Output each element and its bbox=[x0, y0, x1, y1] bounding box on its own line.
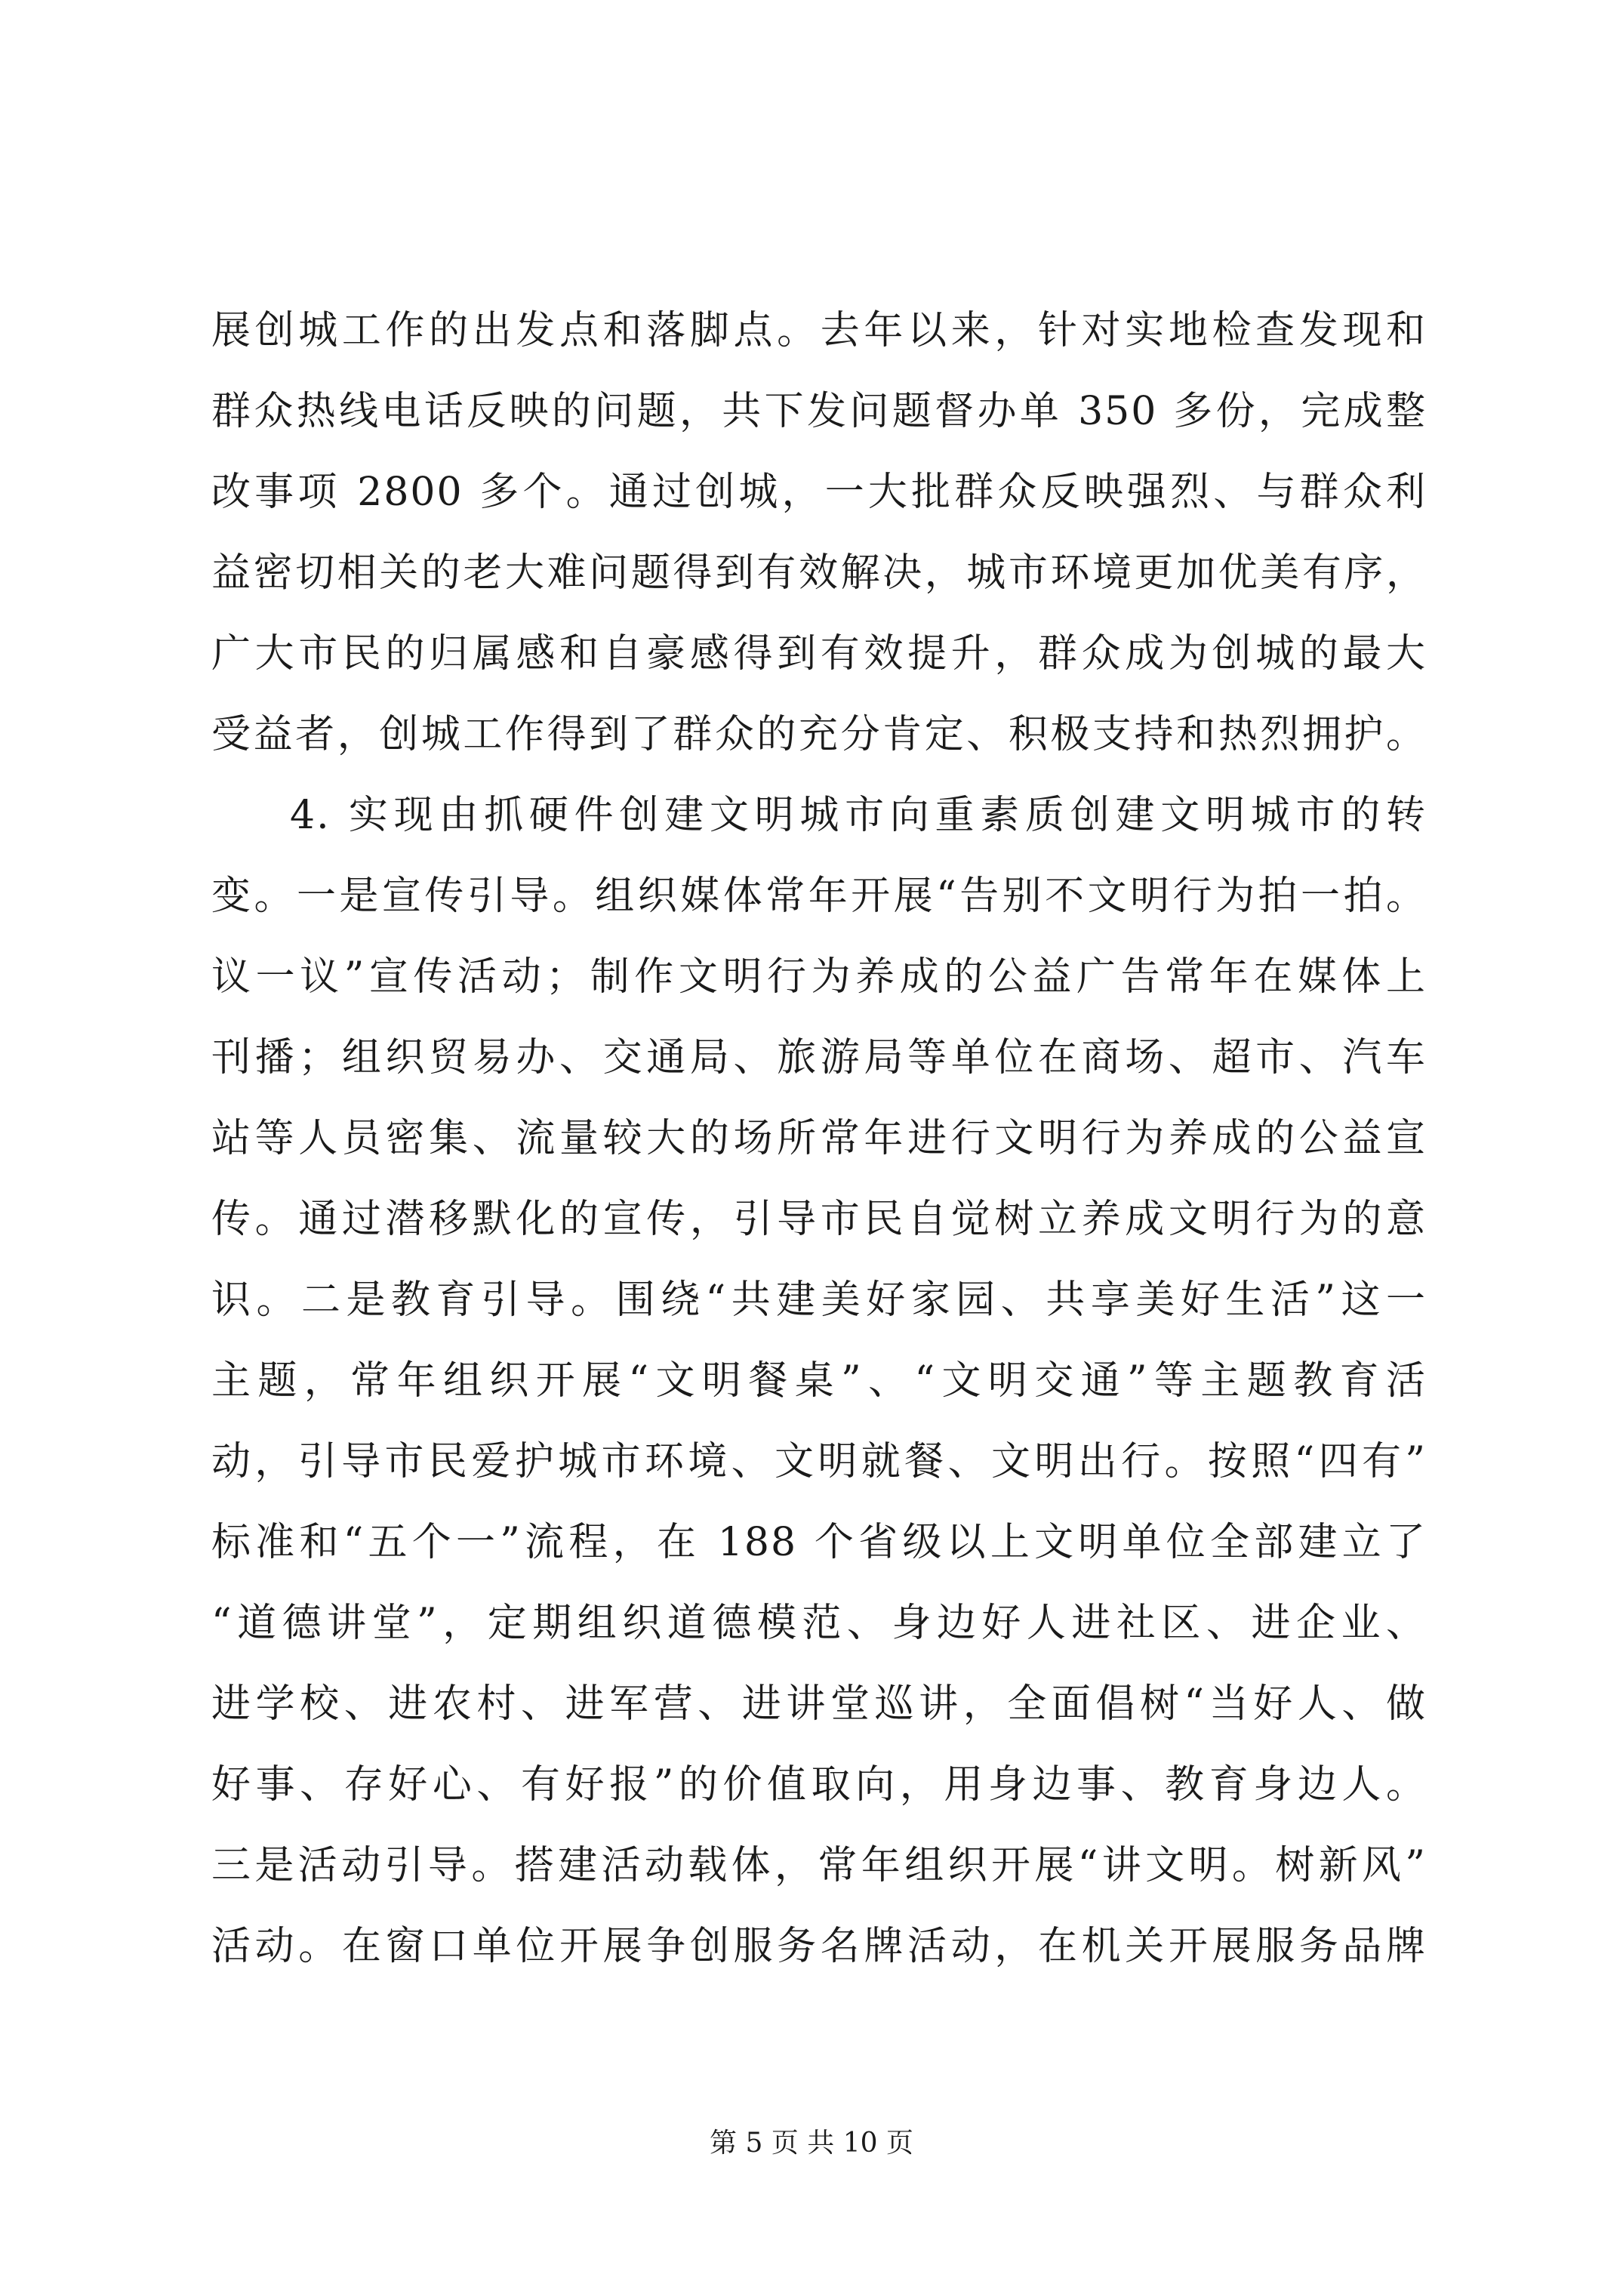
text-line: 展创城工作的出发点和落脚点。去年以来，针对实地检查发现和 bbox=[211, 308, 1427, 353]
text-line: 站等人员密集、流量较大的场所常年进行文明行为养成的公益宣 bbox=[211, 1116, 1427, 1161]
text-line: 变。一是宣传引导。组织媒体常年开展“告别不文明行为拍一拍。 bbox=[211, 874, 1427, 919]
page-footer: 第 5 页 共 10 页 bbox=[710, 2128, 913, 2159]
text-line: 改事项 2800 多个。通过创城，一大批群众反映强烈、与群众利 bbox=[211, 470, 1427, 515]
text-line: 受益者，创城工作得到了群众的充分肯定、积极支持和热烈拥护。 bbox=[211, 712, 1427, 757]
text-line: 广大市民的归属感和自豪感得到有效提升，群众成为创城的最大 bbox=[211, 631, 1427, 676]
text-line: 三是活动引导。搭建活动载体，常年组织开展“讲文明。树新风” bbox=[211, 1843, 1427, 1888]
text-line: 动，引导市民爱护城市环境、文明就餐、文明出行。按照“四有” bbox=[211, 1439, 1427, 1484]
text-line: 益密切相关的老大难问题得到有效解决，城市环境更加优美有序， bbox=[211, 550, 1427, 596]
text-line: 主题，常年组织开展“文明餐桌”、“文明交通”等主题教育活 bbox=[211, 1358, 1427, 1404]
text-line: 标准和“五个一”流程，在 188 个省级以上文明单位全部建立了 bbox=[211, 1520, 1427, 1565]
text-line: 活动。在窗口单位开展争创服务名牌活动，在机关开展服务品牌 bbox=[211, 1924, 1427, 1969]
body-text bbox=[211, 291, 1427, 1987]
text-line: “道德讲堂”，定期组织道德模范、身边好人进社区、进企业、 bbox=[211, 1601, 1427, 1646]
paragraph-start-line: 4. 实现由抓硬件创建文明城市向重素质创建文明城市的转 bbox=[290, 793, 1427, 838]
text-line: 刊播；组织贸易办、交通局、旅游局等单位在商场、超市、汽车 bbox=[211, 1035, 1427, 1080]
text-line: 好事、存好心、有好报”的价值取向，用身边事、教育身边人。 bbox=[211, 1762, 1427, 1808]
text-line: 传。通过潜移默化的宣传，引导市民自觉树立养成文明行为的意 bbox=[211, 1197, 1427, 1242]
text-line: 识。二是教育引导。围绕“共建美好家园、共享美好生活”这一 bbox=[211, 1277, 1427, 1323]
text-line: 议一议”宣传活动；制作文明行为养成的公益广告常年在媒体上 bbox=[211, 954, 1427, 1000]
text-line: 进学校、进农村、进军营、进讲堂巡讲，全面倡树“当好人、做 bbox=[211, 1681, 1427, 1727]
text-line: 群众热线电话反映的问题，共下发问题督办单 350 多份，完成整 bbox=[211, 389, 1427, 434]
